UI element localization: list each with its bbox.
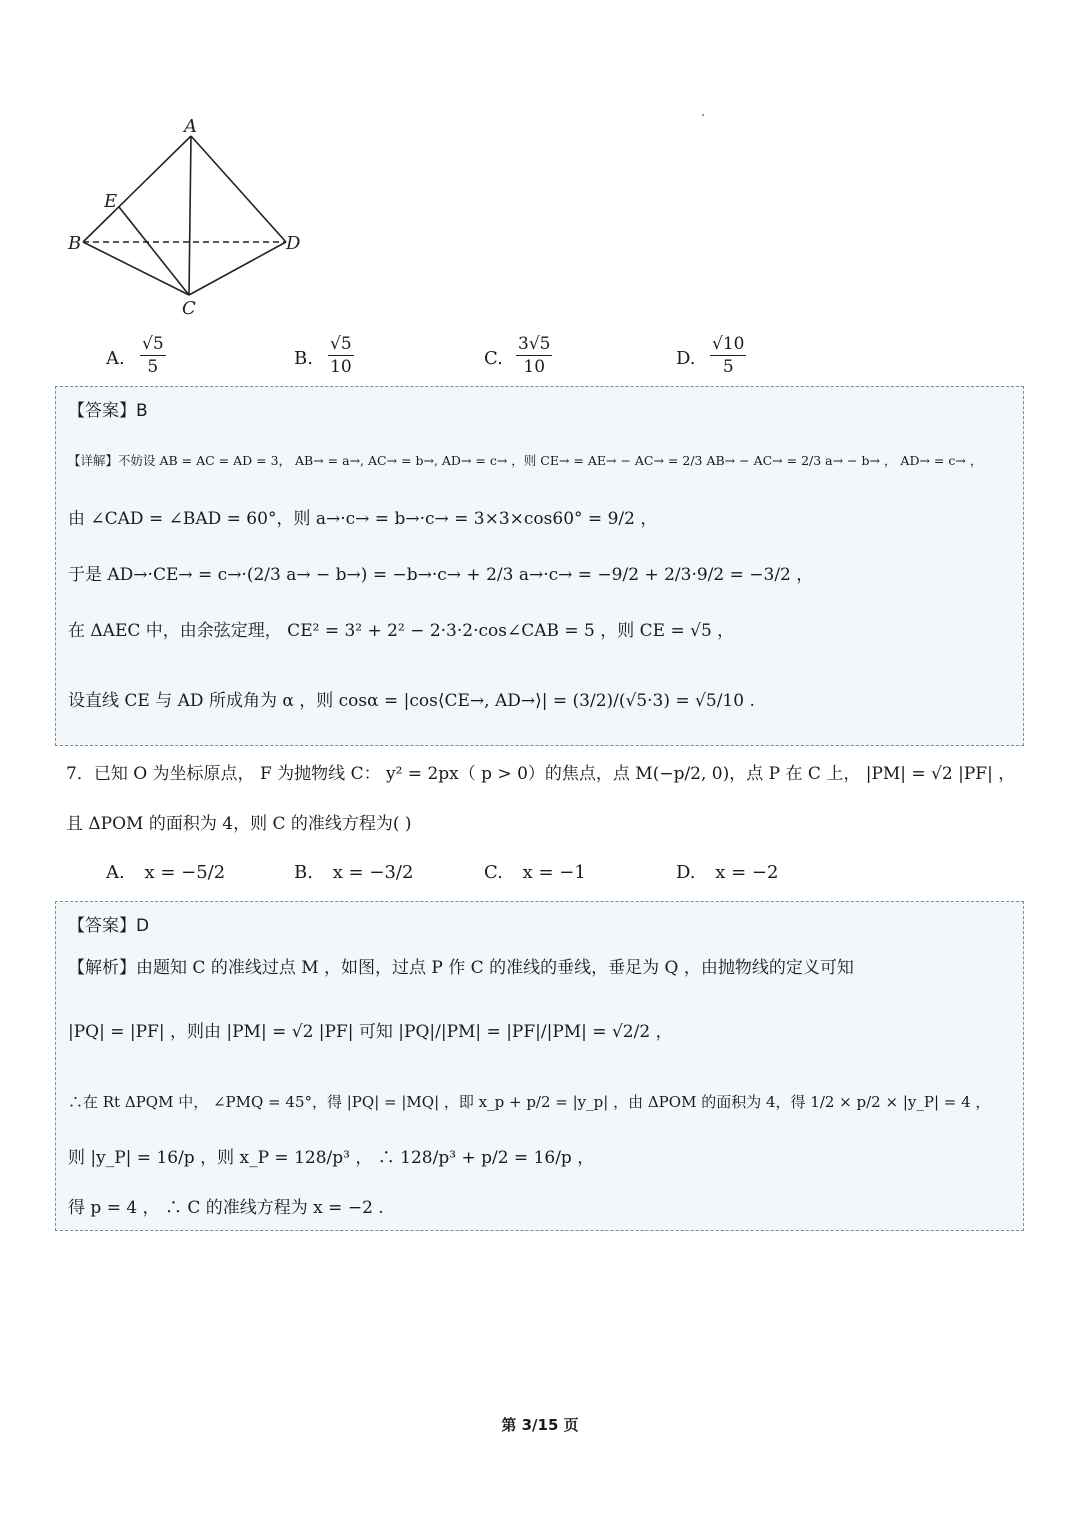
q7-solution-line-4: 则 |y_P| = 16/p ，则 x_P = 128/p³ ， ∴ 128/p³ + p/2 = 16/p ，	[68, 1148, 595, 1168]
edge-bc	[83, 242, 189, 295]
q6-solution-line-5: 设直线 CE 与 AD 所成角为 α ，则 cosα = |cos⟨CE→, AD→⟩| = (3/2)/(√5·3) = √5/10 .	[68, 691, 755, 711]
q7-answer-line: 【答案】D	[68, 916, 150, 936]
label-d: D	[286, 233, 301, 254]
q7-solution-line-3: ∴在 Rt ΔPQM 中， ∠PMQ = 45°，得 |PQ| = |MQ| ，即 x_p + p/2 = |y_p| ，由 ΔPOM 的面积为 4，得 1/2 × p/2 × |y_P| = 4 ，	[68, 1093, 991, 1111]
q7-solution-line-1: 【解析】由题知 C 的准线过点 M ，如图，过点 P 作 C 的准线的垂线，垂足为 Q ，由抛物线的定义可知	[68, 958, 854, 978]
q7-option-a-text: x = −5/2	[144, 862, 226, 883]
tetrahedron-figure	[60, 112, 320, 322]
page-number: 第 3/15 页	[501, 1416, 579, 1434]
q6-option-d-value: $\frac{√10}{5}$	[712, 334, 745, 377]
q6-option-a-label: A.	[106, 348, 125, 369]
q6-option-b-value: $\frac{√5}{10}$	[330, 334, 352, 377]
q7-stem-line-2: 且 ΔPOM 的面积为 4，则 C 的准线方程为( )	[66, 814, 412, 834]
q7-option-d-text: x = −2	[715, 862, 779, 883]
q7-option-b-text: x = −3/2	[332, 862, 414, 883]
q6-solution-line-4: 在 ΔAEC 中，由余弦定理， CE² = 3² + 2² − 2·3·2·cos∠CAB = 5 ，则 CE = √5 ，	[68, 621, 735, 641]
q6-option-c-value: $\frac{3√5}{10}$	[518, 334, 551, 377]
q7-answer-box	[55, 901, 1024, 1231]
q6-answer-line: 【答案】B	[68, 401, 148, 421]
q7-option-a	[106, 862, 225, 883]
edge-ce	[119, 207, 189, 295]
q7-stem-line-1: 7．已知 O 为坐标原点， F 为抛物线 C： y² = 2px（ p > 0）的焦点，点 M(−p/2, 0)，点 P 在 C 上， |PM| = √2 |PF| ，	[66, 764, 1016, 784]
q6-option-a-value: $\frac{√5}{5}$	[142, 334, 164, 377]
q6-option-c-label: C.	[484, 348, 503, 369]
q7-solution-line-5: 得 p = 4 ， ∴ C 的准线方程为 x = −2 .	[68, 1198, 384, 1218]
q7-option-c	[484, 862, 586, 883]
q7-option-d	[676, 862, 778, 883]
edge-ac	[189, 136, 191, 295]
q6-solution-line-3: 于是 AD→·CE→ = c→·(2/3 a→ − b→) = −b→·c→ + 2/3 a→·c→ = −9/2 + 2/3·9/2 = −3/2 ，	[68, 565, 814, 585]
edge-cd	[189, 242, 286, 295]
q6-solution-line-2: 由 ∠CAD = ∠BAD = 60°，则 a→·c→ = b→·c→ = 3×3×cos60° = 9/2 ，	[68, 509, 658, 529]
q7-option-a-label: A.	[106, 862, 125, 883]
label-a: A	[184, 116, 197, 137]
label-e: E	[104, 191, 118, 212]
label-c: C	[182, 298, 196, 319]
q6-solution-line-1: 【详解】不妨设 AB = AC = AD = 3， AB→ = a→, AC→ = b→, AD→ = c→ ，则 CE→ = AE→ − AC→ = 2/3 AB→ − AC→ = 2/3 a→ − b→ ， AD→ = c→ ，	[68, 453, 983, 468]
q7-option-c-label: C.	[484, 862, 503, 883]
label-b: B	[68, 233, 82, 254]
q7-option-b-label: B.	[294, 862, 313, 883]
edge-ad	[191, 136, 286, 242]
q6-option-b-label: B.	[294, 348, 313, 369]
q7-option-d-label: D.	[676, 862, 696, 883]
scan-speck	[702, 114, 704, 116]
q7-option-b	[294, 862, 413, 883]
q6-answer-box	[55, 386, 1024, 746]
q6-option-d-label: D.	[676, 348, 696, 369]
q7-option-c-text: x = −1	[522, 862, 586, 883]
q7-solution-line-2: |PQ| = |PF| ，则由 |PM| = √2 |PF| 可知 |PQ|/|PM| = |PF|/|PM| = √2/2 ，	[68, 1022, 673, 1042]
edge-ab	[83, 136, 191, 242]
